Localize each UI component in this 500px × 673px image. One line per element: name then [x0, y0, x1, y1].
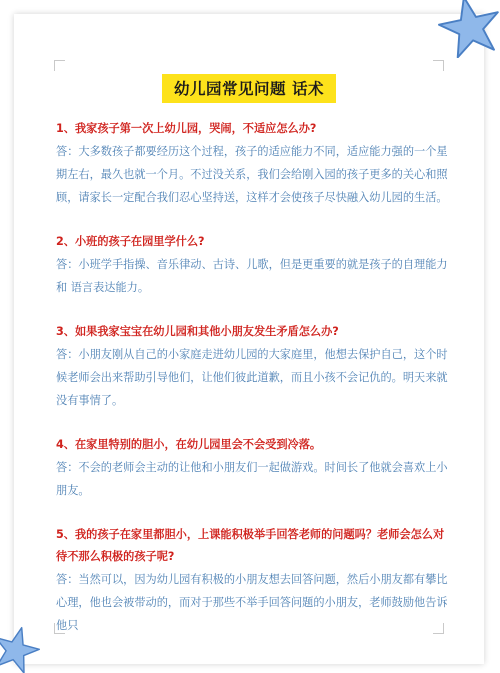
answer-text: 答：小朋友刚从自己的小家庭走进幼儿园的大家庭里，他想去保护自己，这个时候老师会出来帮助引导他们，让他们彼此道歉，而且小孩不会记仇的。明天来就没有事情了。 — [56, 348, 448, 407]
star-decoration-icon — [438, 0, 500, 58]
corner-mark-top-left — [54, 60, 65, 71]
answer-text: 答：大多数孩子都要经历这个过程，孩子的适应能力不同，适应能力强的一个星期左右，最久也就一个月。不过没关系，我们会给刚入园的孩子更多的关心和照顾，请家长一定配合我们忍心坚持送，这样才会使孩子尽快融入幼儿园的生活。 — [56, 145, 448, 204]
answer-text: 答：不会的老师会主动的让他和小朋友们一起做游戏。时间长了他就会喜欢上小朋友。 — [56, 461, 448, 497]
star-decoration-icon — [0, 625, 40, 673]
document-page — [14, 14, 484, 664]
question-text: 1、我家孩子第一次上幼儿园，哭闹，不适应怎么办? — [56, 122, 317, 135]
question-text: 5、我的孩子在家里都胆小，上课能积极举手回答老师的问题吗？老师会怎么对待不那么积极的孩子呢? — [56, 528, 445, 563]
question-text: 3、如果我家宝宝在幼儿园和其他小朋友发生矛盾怎么办? — [56, 325, 339, 338]
question-text: 4、在家里特别的胆小，在幼儿园里会不会受到冷落。 — [56, 438, 322, 451]
question-text: 2、小班的孩子在园里学什么? — [56, 235, 205, 248]
qa-item — [56, 524, 454, 637]
qa-item — [56, 231, 454, 299]
answer-text: 答：当然可以，因为幼儿园有积极的小朋友想去回答问题，然后小朋友都有攀比心理，他也会被带动的，而对于那些不举手回答问题的小朋友，老师鼓励他告诉他只 — [56, 573, 448, 632]
qa-item — [56, 434, 454, 502]
qa-item — [56, 321, 454, 412]
qa-item — [56, 118, 454, 209]
answer-text: 答：小班学手指操、音乐律动、古诗、儿歌，但是更重要的就是孩子的自理能力和 语言表达能力。 — [56, 258, 448, 294]
page-title: 幼儿园常见问题 话术 — [162, 74, 336, 103]
qa-list — [56, 118, 454, 659]
corner-mark-top-right — [433, 60, 444, 71]
